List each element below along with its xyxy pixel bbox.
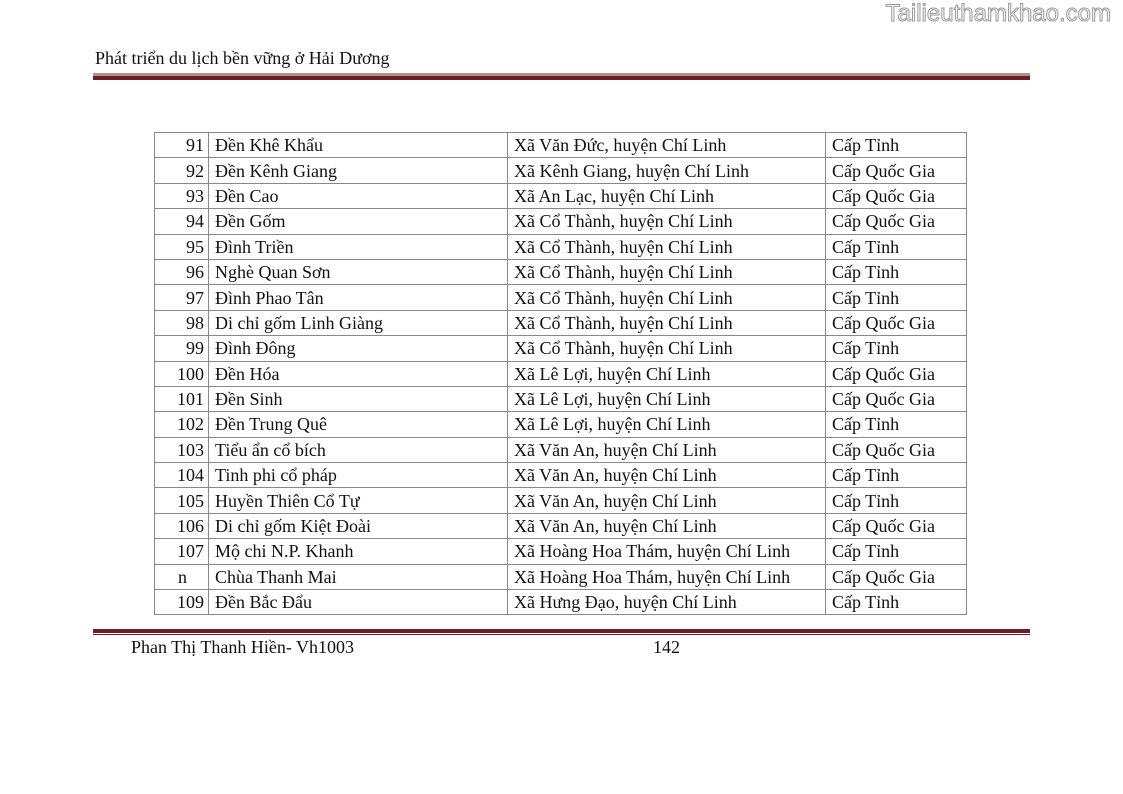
table-row	[155, 259, 967, 284]
site-level: Cấp Quốc Gia	[826, 209, 967, 234]
row-number: 93	[155, 183, 209, 208]
row-number: 96	[155, 259, 209, 284]
site-location: Xã Cổ Thành, huyện Chí Linh	[508, 310, 826, 335]
site-location: Xã Lê Lợi, huyện Chí Linh	[508, 386, 826, 411]
row-number: 95	[155, 234, 209, 259]
site-location: Xã Văn An, huyện Chí Linh	[508, 437, 826, 462]
site-level: Cấp Quốc Gia	[826, 437, 967, 462]
site-name: Huyền Thiên Cổ Tự	[209, 488, 508, 513]
table-row	[155, 336, 967, 361]
row-number: 92	[155, 158, 209, 183]
row-number: 102	[155, 412, 209, 437]
site-level: Cấp Quốc Gia	[826, 158, 967, 183]
site-location: Xã Lê Lợi, huyện Chí Linh	[508, 361, 826, 386]
table-row	[155, 488, 967, 513]
site-name: Đình Phao Tân	[209, 285, 508, 310]
site-location: Xã Lê Lợi, huyện Chí Linh	[508, 412, 826, 437]
site-name: Đình Đông	[209, 336, 508, 361]
row-number: 105	[155, 488, 209, 513]
row-number: 106	[155, 513, 209, 538]
site-level: Cấp Quốc Gia	[826, 361, 967, 386]
site-level: Cấp Quốc Gia	[826, 386, 967, 411]
site-location: Xã Hoàng Hoa Thám, huyện Chí Linh	[508, 564, 826, 589]
footer-rule-thick	[93, 629, 1030, 633]
site-location: Xã Văn An, huyện Chí Linh	[508, 463, 826, 488]
row-number: 94	[155, 209, 209, 234]
site-level: Cấp Tỉnh	[826, 285, 967, 310]
row-number: 101	[155, 386, 209, 411]
site-name: Di chỉ gốm Linh Giàng	[209, 310, 508, 335]
site-level: Cấp Quốc Gia	[826, 183, 967, 208]
table-row	[155, 133, 967, 158]
site-location: Xã Cổ Thành, huyện Chí Linh	[508, 234, 826, 259]
footer-author: Phan Thị Thanh Hiền- Vh1003	[131, 637, 354, 657]
site-location: Xã An Lạc, huyện Chí Linh	[508, 183, 826, 208]
row-number: 109	[155, 590, 209, 615]
site-name: Đền Khê Khẩu	[209, 133, 508, 158]
row-number: 97	[155, 285, 209, 310]
row-number: 99	[155, 336, 209, 361]
table-row	[155, 361, 967, 386]
site-location: Xã Cổ Thành, huyện Chí Linh	[508, 285, 826, 310]
site-location: Xã Cổ Thành, huyện Chí Linh	[508, 259, 826, 284]
site-name: Đền Hóa	[209, 361, 508, 386]
site-name: Nghè Quan Sơn	[209, 259, 508, 284]
site-name: Đền Cao	[209, 183, 508, 208]
table-row	[155, 412, 967, 437]
table-row	[155, 437, 967, 462]
table-row	[155, 564, 967, 589]
site-level: Cấp Tỉnh	[826, 234, 967, 259]
site-name: Đền Bắc Đẩu	[209, 590, 508, 615]
page-header-title: Phát triển du lịch bền vững ở Hải Dương	[95, 48, 390, 68]
site-level: Cấp Tỉnh	[826, 133, 967, 158]
table-row	[155, 590, 967, 615]
row-number: 107	[155, 539, 209, 564]
footer-rule-thin	[93, 634, 1030, 635]
watermark: Tailieuthamkhao.com	[885, 0, 1111, 27]
row-number: 100	[155, 361, 209, 386]
table-row	[155, 463, 967, 488]
site-name: Chùa Thanh Mai	[209, 564, 508, 589]
site-name: Đền Sinh	[209, 386, 508, 411]
site-name: Tinh phi cổ pháp	[209, 463, 508, 488]
site-level: Cấp Tỉnh	[826, 259, 967, 284]
header-rule-thick	[93, 76, 1030, 80]
site-level: Cấp Tỉnh	[826, 539, 967, 564]
site-level: Cấp Tỉnh	[826, 336, 967, 361]
row-number: 103	[155, 437, 209, 462]
row-number: 91	[155, 133, 209, 158]
site-name: Tiểu ẩn cổ bích	[209, 437, 508, 462]
site-level: Cấp Quốc Gia	[826, 513, 967, 538]
table-row	[155, 539, 967, 564]
row-number: 104	[155, 463, 209, 488]
heritage-sites-table	[154, 132, 967, 615]
site-level: Cấp Tỉnh	[826, 590, 967, 615]
site-location: Xã Văn Đức, huyện Chí Linh	[508, 133, 826, 158]
site-name: Mộ chi N.P. Khanh	[209, 539, 508, 564]
row-number: n	[155, 564, 209, 589]
page-number: 142	[653, 637, 680, 657]
site-name: Đền Trung Quê	[209, 412, 508, 437]
site-name: Đền Gốm	[209, 209, 508, 234]
site-level: Cấp Tỉnh	[826, 488, 967, 513]
site-location: Xã Văn An, huyện Chí Linh	[508, 488, 826, 513]
table-row	[155, 285, 967, 310]
site-location: Xã Hoàng Hoa Thám, huyện Chí Linh	[508, 539, 826, 564]
table-row	[155, 209, 967, 234]
row-number: 98	[155, 310, 209, 335]
site-location: Xã Cổ Thành, huyện Chí Linh	[508, 209, 826, 234]
site-location: Xã Hưng Đạo, huyện Chí Linh	[508, 590, 826, 615]
table-row	[155, 386, 967, 411]
table-row	[155, 183, 967, 208]
site-location: Xã Văn An, huyện Chí Linh	[508, 513, 826, 538]
table-row	[155, 158, 967, 183]
site-name: Đình Triền	[209, 234, 508, 259]
site-name: Đền Kênh Giang	[209, 158, 508, 183]
site-location: Xã Kênh Giang, huyện Chí Linh	[508, 158, 826, 183]
site-location: Xã Cổ Thành, huyện Chí Linh	[508, 336, 826, 361]
site-level: Cấp Tỉnh	[826, 412, 967, 437]
site-name: Di chỉ gốm Kiệt Đoài	[209, 513, 508, 538]
table-row	[155, 310, 967, 335]
table-row	[155, 513, 967, 538]
table-row	[155, 234, 967, 259]
site-level: Cấp Tỉnh	[826, 463, 967, 488]
site-level: Cấp Quốc Gia	[826, 310, 967, 335]
site-level: Cấp Quốc Gia	[826, 564, 967, 589]
